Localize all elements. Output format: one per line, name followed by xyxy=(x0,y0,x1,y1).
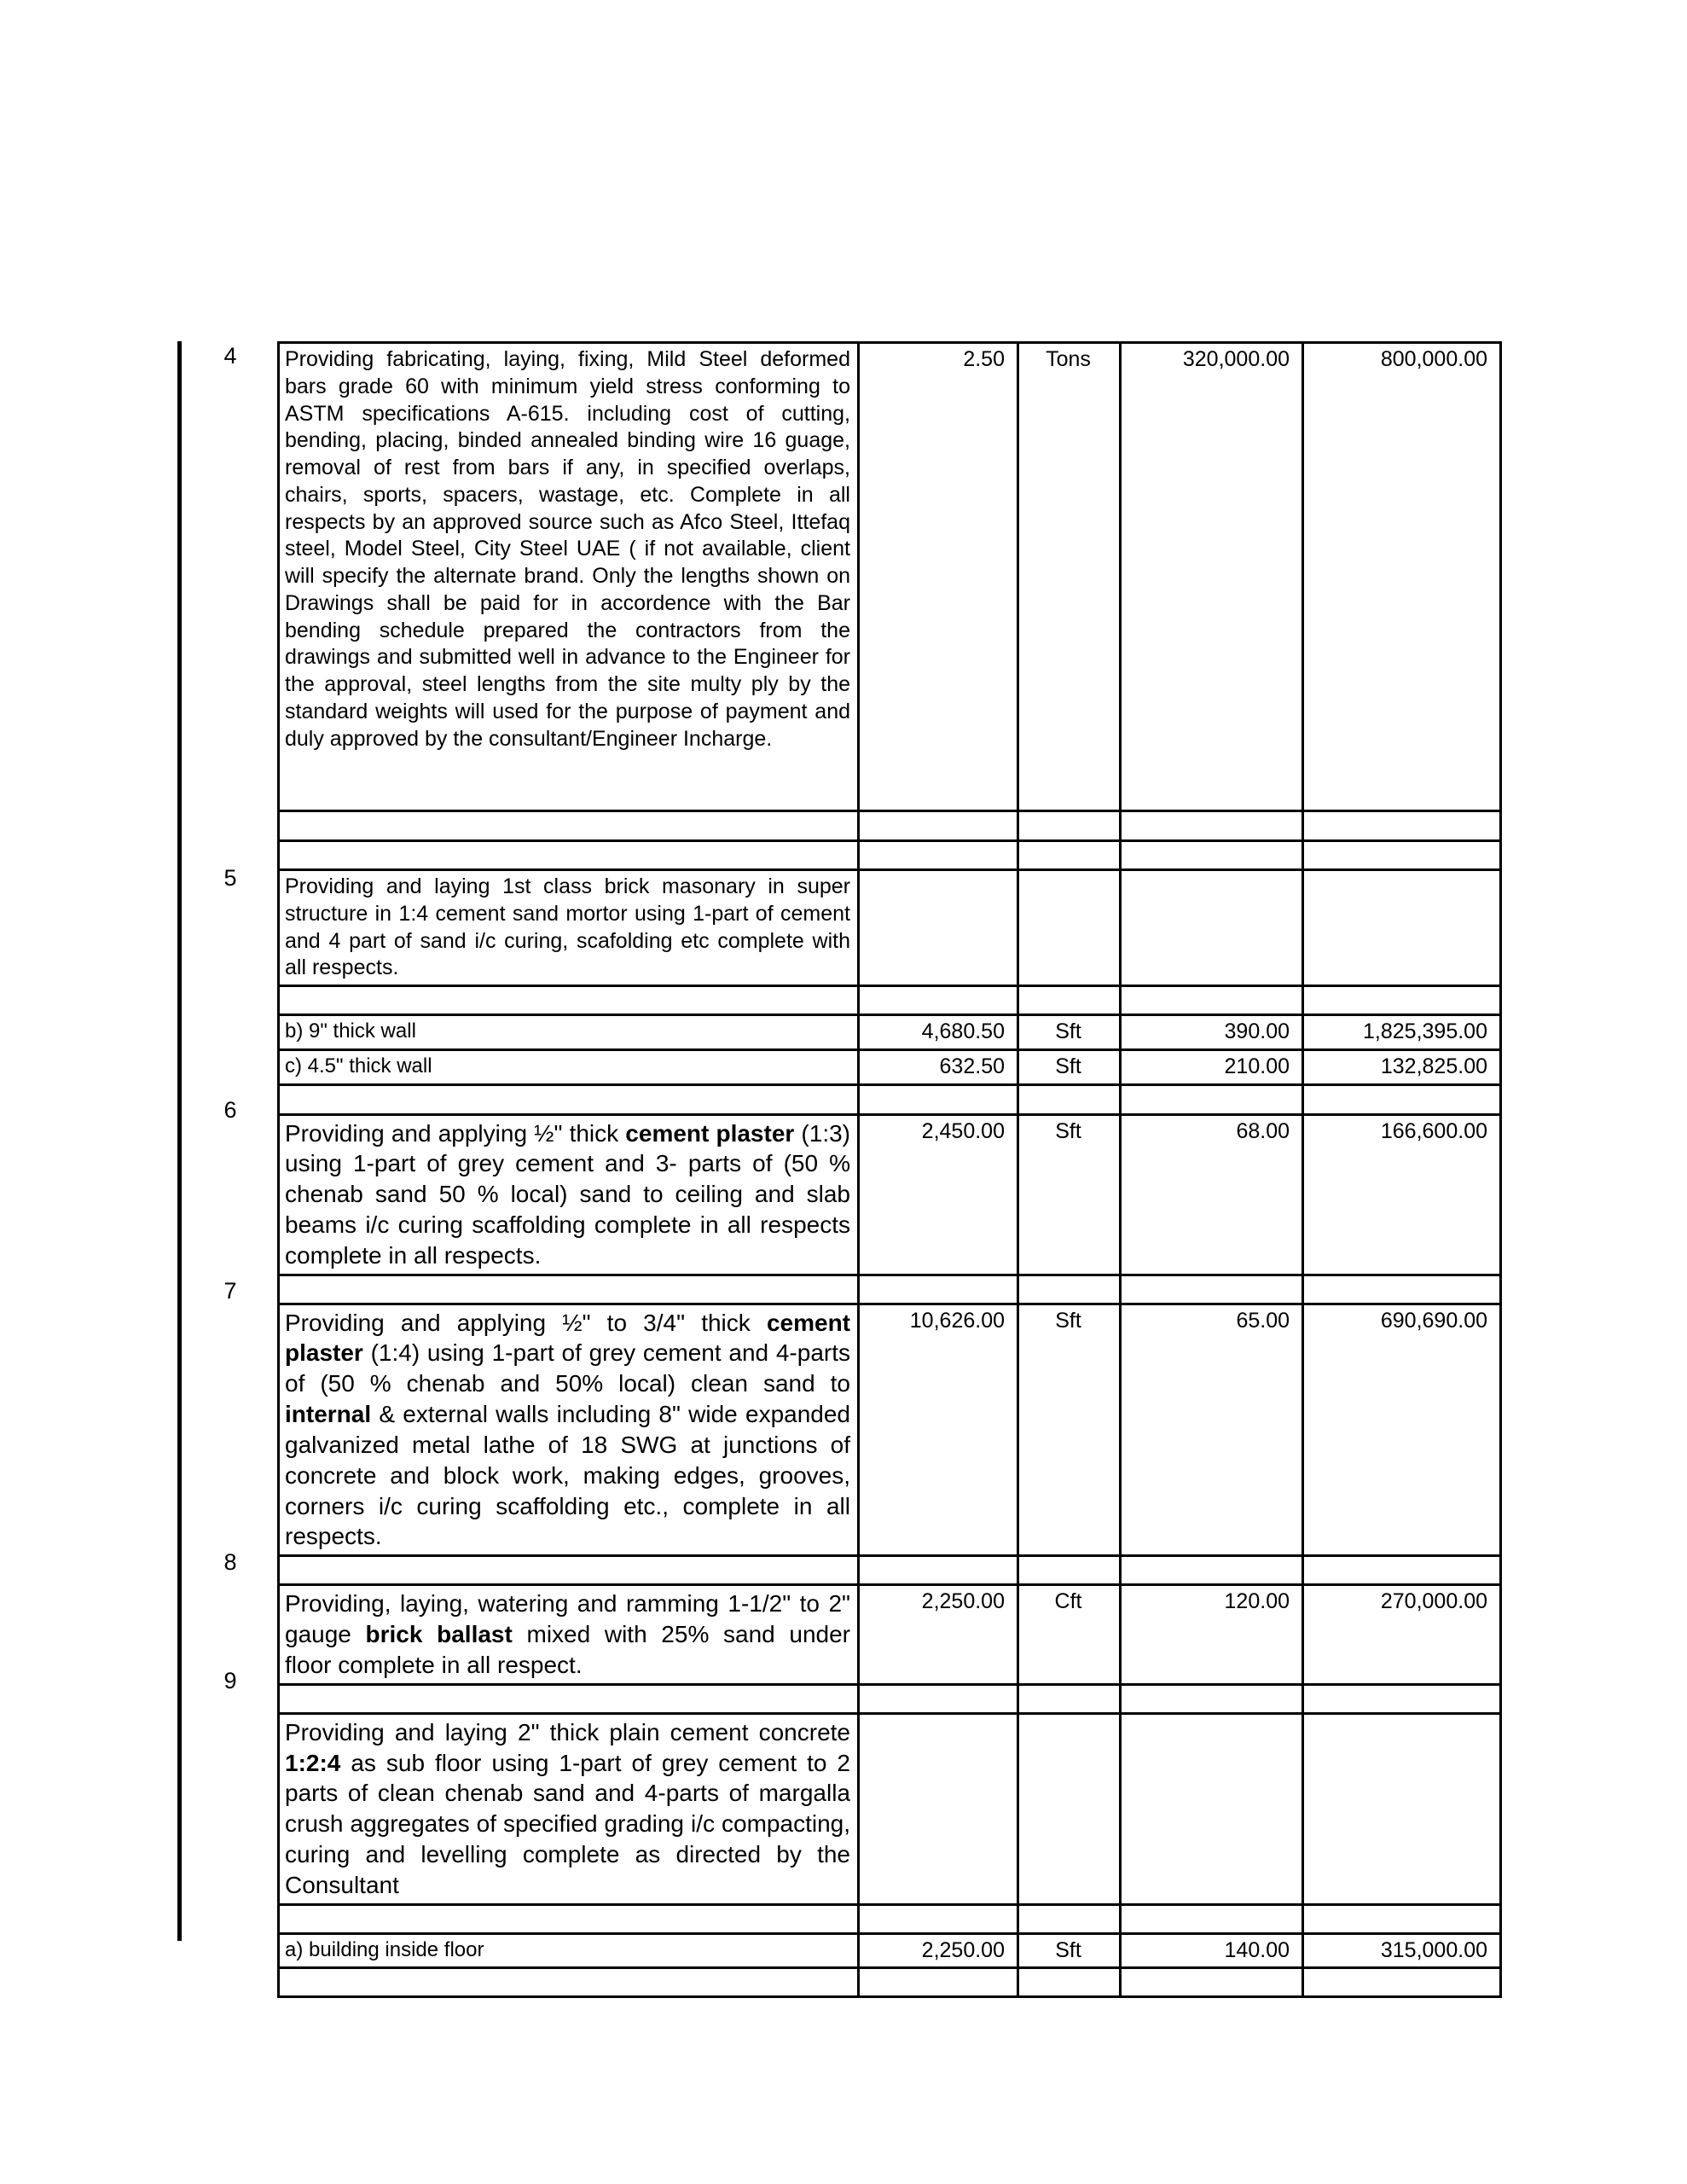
item-description: Providing fabricating, laying, fixing, Mild Steel deformed bars grade 60 with minimum yield stress conforming to ASTM specifications A-615. including cost of cutting, bending, placing, binded annealed binding wire 16 guage, removal of rest from bars if any, in specified overlaps, chairs, sports, spacers, wastage, etc. Complete in all respects by an approved source such as Afco Steel, Ittefaq steel, Model Steel, City Steel UAE ( if not available, client will specify the alternate brand. Only the lengths shown on Drawings shall be paid for in accordence with the Bar bending schedule prepared the contractors from the drawings and submitted well in advance to the Engineer for the approval, steel lengths from the site multy ply by the standard weights will used for the purpose of payment and duly approved by the consultant/Engineer Incharge. xyxy=(279,343,859,811)
spacer-row xyxy=(279,1684,1501,1713)
quantity-cell: 4,680.50 xyxy=(859,1015,1018,1050)
item-number-column xyxy=(196,341,264,1941)
quantity-cell: 2,250.00 xyxy=(859,1585,1018,1684)
table-row xyxy=(279,1015,1501,1050)
rate-cell: 390.00 xyxy=(1121,1015,1303,1050)
spacer-row xyxy=(279,1275,1501,1304)
unit-cell: Tons xyxy=(1018,343,1121,811)
item-number: 5 xyxy=(223,865,237,891)
table-row xyxy=(279,343,1501,811)
quantity-cell: 2.50 xyxy=(859,343,1018,811)
item-description: Providing and applying ½" to 3/4" thick cement plaster (1:4) using 1-part of grey cement and 4-parts of (50 % chenab and 50% local) clean sand to internal & external walls including 8" wide expanded galvanized metal lathe of 18 SWG at junctions of concrete and block work, making edges, grooves, corners i/c curing scaffolding etc., complete in all respects. xyxy=(279,1304,859,1556)
quantity-cell: 632.50 xyxy=(859,1049,1018,1084)
table-row xyxy=(279,1049,1501,1084)
spacer-row xyxy=(279,1084,1501,1114)
unit-cell: Sft xyxy=(1018,1015,1121,1050)
quantity-cell: 2,450.00 xyxy=(859,1114,1018,1275)
amount-cell: 800,000.00 xyxy=(1303,343,1501,811)
item-number: 9 xyxy=(223,1668,237,1693)
amount-cell: 315,000.00 xyxy=(1303,1933,1501,1968)
unit-cell: Sft xyxy=(1018,1114,1121,1275)
unit-cell: Sft xyxy=(1018,1304,1121,1556)
spacer-row xyxy=(279,986,1501,1015)
amount-cell: 166,600.00 xyxy=(1303,1114,1501,1275)
item-number: 8 xyxy=(223,1549,237,1575)
table-row xyxy=(279,1933,1501,1968)
margin-bar xyxy=(177,341,182,1941)
table-row xyxy=(279,1585,1501,1684)
rate-cell: 320,000.00 xyxy=(1121,343,1303,811)
rate-cell: 65.00 xyxy=(1121,1304,1303,1556)
spacer-row xyxy=(279,841,1501,870)
rate-cell: 68.00 xyxy=(1121,1114,1303,1275)
spacer-row xyxy=(279,1904,1501,1933)
unit-cell: Cft xyxy=(1018,1585,1121,1684)
quantity-cell: 2,250.00 xyxy=(859,1933,1018,1968)
amount-cell: 690,690.00 xyxy=(1303,1304,1501,1556)
table-row xyxy=(279,1713,1501,1904)
item-description: Providing and applying ½" thick cement plaster (1:3) using 1-part of grey cement and 3- parts of (50 % chenab sand 50 % local) sand to ceiling and slab beams i/c curing scaffolding complete in all respects complete in all respects. xyxy=(279,1114,859,1275)
item-number: 4 xyxy=(223,343,237,369)
quantity-cell: 10,626.00 xyxy=(859,1304,1018,1556)
unit-cell: Sft xyxy=(1018,1049,1121,1084)
unit-cell: Sft xyxy=(1018,1933,1121,1968)
spacer-row xyxy=(279,811,1501,841)
subitem-description: b) 9" thick wall xyxy=(279,1015,859,1050)
rate-cell: 210.00 xyxy=(1121,1049,1303,1084)
spacer-row xyxy=(279,1968,1501,1997)
rate-cell: 120.00 xyxy=(1121,1585,1303,1684)
bill-of-quantities-table xyxy=(277,341,1502,1998)
table-row xyxy=(279,1114,1501,1275)
table-row xyxy=(279,870,1501,986)
table-row xyxy=(279,1304,1501,1556)
item-number: 7 xyxy=(223,1278,237,1304)
spacer-row xyxy=(279,1556,1501,1585)
item-description: Providing, laying, watering and ramming 1-1/2" to 2" gauge brick ballast mixed with 25% sand under floor complete in all respect. xyxy=(279,1585,859,1684)
amount-cell: 1,825,395.00 xyxy=(1303,1015,1501,1050)
amount-cell: 132,825.00 xyxy=(1303,1049,1501,1084)
item-description: Providing and laying 1st class brick masonary in super structure in 1:4 cement sand mortor using 1-part of cement and 4 part of sand i/c curing, scafolding etc complete with all respects. xyxy=(279,870,859,986)
subitem-description: a) building inside floor xyxy=(279,1933,859,1968)
item-description: Providing and laying 2" thick plain cement concrete 1:2:4 as sub floor using 1-part of grey cement to 2 parts of clean chenab sand and 4-parts of margalla crush aggregates of specified grading i/c compacting, curing and levelling complete as directed by the Consultant xyxy=(279,1713,859,1904)
item-number: 6 xyxy=(223,1097,237,1123)
subitem-description: c) 4.5" thick wall xyxy=(279,1049,859,1084)
amount-cell: 270,000.00 xyxy=(1303,1585,1501,1684)
rate-cell: 140.00 xyxy=(1121,1933,1303,1968)
